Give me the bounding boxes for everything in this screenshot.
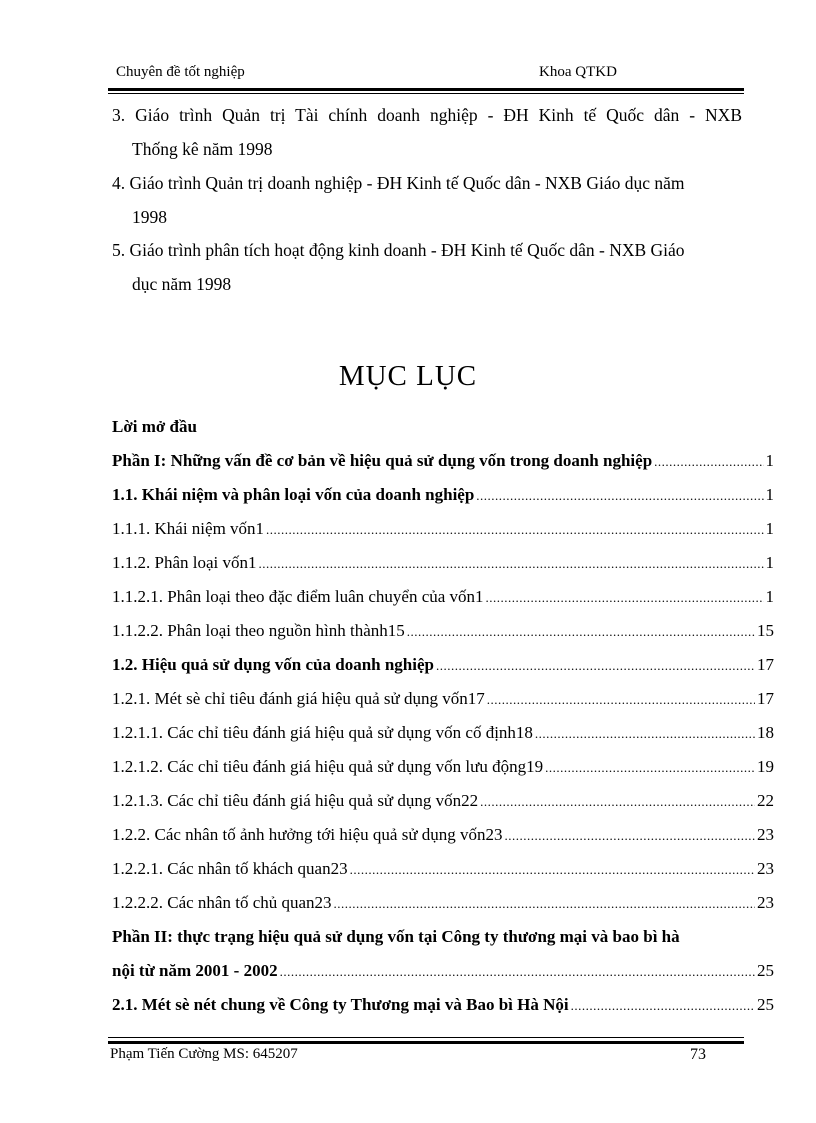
toc-entry [112, 444, 774, 478]
reference-line: dục năm 1998 [132, 274, 232, 294]
reference-line: 4. Giáo trình Quản trị doanh nghiệp - ĐH Kinh tế Quốc dân - NXB Giáo dục năm [112, 173, 685, 193]
toc-entry-page: 22 [757, 791, 774, 810]
toc-leader-dots [259, 546, 764, 581]
toc-entry-page: 23 [757, 825, 774, 844]
reference-line: Thống kê năm 1998 [132, 139, 273, 159]
header-right-title: Khoa QTKD [539, 64, 617, 80]
toc-entry-text: 1.1.2.2. Phân loại theo nguồn hình thành15 [112, 621, 405, 640]
toc-leader-dots [266, 512, 763, 547]
toc-entry-page: 25 [757, 995, 774, 1014]
toc-entry-text: nội từ năm 2001 - 2002 [112, 961, 278, 980]
toc-entry-page: 25 [757, 961, 774, 980]
toc-entry-text: 1.2.2.2. Các nhân tố chủ quan23 [112, 893, 332, 912]
toc-entry-text: 1.2.1.1. Các chỉ tiêu đánh giá hiệu quả sử dụng vốn cố định18 [112, 723, 533, 742]
toc-entry-text: 1.2.1.3. Các chỉ tiêu đánh giá hiệu quả sử dụng vốn22 [112, 791, 479, 810]
page-number: 73 [690, 1046, 706, 1063]
toc-leader-dots [545, 750, 755, 785]
toc-entry-line1 [112, 920, 774, 954]
toc-entry [112, 886, 774, 920]
toc-entry-line2 [112, 954, 774, 988]
toc-entry-text: 1.1.2.1. Phân loại theo đặc điểm luân chuyển của vốn1 [112, 587, 484, 606]
toc-leader-dots [350, 852, 755, 887]
toc-entry-text: 1.2.2.1. Các nhân tố khách quan23 [112, 859, 348, 878]
toc-leader-dots [654, 444, 763, 479]
toc-leader-dots [407, 614, 755, 649]
toc-entry-text: 1.1.2. Phân loại vốn1 [112, 553, 257, 572]
reference-item-3 [112, 98, 742, 166]
toc-entry-page: 23 [757, 859, 774, 878]
toc-entry-page: 15 [757, 621, 774, 640]
toc-entry-page: 23 [757, 893, 774, 912]
toc-entry-text: 1.2.2. Các nhân tố ảnh hưởng tới hiệu quả sử dụng vốn23 [112, 825, 503, 844]
toc-leader-dots [436, 648, 755, 683]
toc-leader-dots [535, 716, 755, 751]
toc-entry [112, 716, 774, 750]
toc-entry-text: 1.1.1. Khái niệm vốn1 [112, 519, 265, 538]
toc-entry [112, 988, 774, 1022]
toc-entry-text: Phần I: Những vấn đề cơ bản về hiệu quả sử dụng vốn trong doanh nghiệp [112, 451, 653, 470]
toc-entry-text: Phần II: thực trạng hiệu quả sử dụng vốn tại Công ty thương mại và bao bì hà [112, 927, 680, 946]
toc-entry-page: 1 [765, 451, 774, 470]
toc-leader-dots [505, 818, 755, 853]
table-of-contents [112, 410, 774, 1022]
toc-entry [112, 784, 774, 818]
reference-item-4 [112, 166, 742, 234]
toc-entry [112, 512, 774, 546]
toc-leader-dots [571, 988, 755, 1023]
toc-entry [112, 614, 774, 648]
reference-item-5 [112, 233, 742, 301]
toc-leader-dots [486, 580, 764, 615]
toc-entry [112, 852, 774, 886]
toc-entry-page: 19 [757, 757, 774, 776]
toc-entry [112, 750, 774, 784]
toc-entry [112, 648, 774, 682]
footer-rule [108, 1041, 744, 1044]
toc-title: MỤC LỤC [338, 360, 478, 392]
toc-entry-text: 1.2. Hiệu quả sử dụng vốn của doanh nghiệp [112, 655, 434, 674]
toc-leader-dots [280, 954, 755, 989]
toc-entry-text: 2.1. Mét sè nét chung về Công ty Thương mại và Bao bì Hà Nội [112, 995, 569, 1014]
header-rule [108, 88, 744, 91]
toc-entry-page: 1 [765, 553, 774, 572]
footer-author: Phạm Tiến Cường MS: 645207 [110, 1046, 298, 1062]
reference-line: 3. Giáo trình Quản trị Tài chính doanh nghiệp - ĐH Kinh tế Quốc dân - NXB [112, 105, 742, 125]
reference-line: 1998 [132, 207, 167, 227]
toc-entry [112, 818, 774, 852]
toc-entry-text: 1.2.1. Mét sè chỉ tiêu đánh giá hiệu quả sử dụng vốn17 [112, 689, 485, 708]
toc-entry-page: 17 [757, 689, 774, 708]
toc-entry-text: Lời mở đầu [112, 417, 197, 436]
toc-entry [112, 478, 774, 512]
toc-entry-page: 1 [765, 519, 774, 538]
toc-entry-page: 18 [757, 723, 774, 742]
footer-rule-thin [108, 1037, 744, 1038]
toc-entry-text: 1.2.1.2. Các chỉ tiêu đánh giá hiệu quả sử dụng vốn lưu động19 [112, 757, 544, 776]
header-rule-thin [108, 93, 744, 94]
toc-entry [112, 580, 774, 614]
toc-entry-page: 1 [765, 587, 774, 606]
reference-line: 5. Giáo trình phân tích hoạt động kinh doanh - ĐH Kinh tế Quốc dân - NXB Giáo [112, 240, 685, 260]
toc-entry [112, 546, 774, 580]
toc-leader-dots [480, 784, 755, 819]
header-left-title: Chuyên đề tốt nghiệp [116, 64, 245, 80]
toc-leader-dots [334, 886, 755, 921]
toc-entry-page: 17 [757, 655, 774, 674]
toc-intro [112, 410, 774, 444]
toc-leader-dots [476, 478, 763, 513]
toc-entry-text: 1.1. Khái niệm và phân loại vốn của doanh nghiệp [112, 485, 475, 504]
toc-leader-dots [487, 682, 755, 717]
toc-entry-page: 1 [765, 485, 774, 504]
toc-entry [112, 682, 774, 716]
